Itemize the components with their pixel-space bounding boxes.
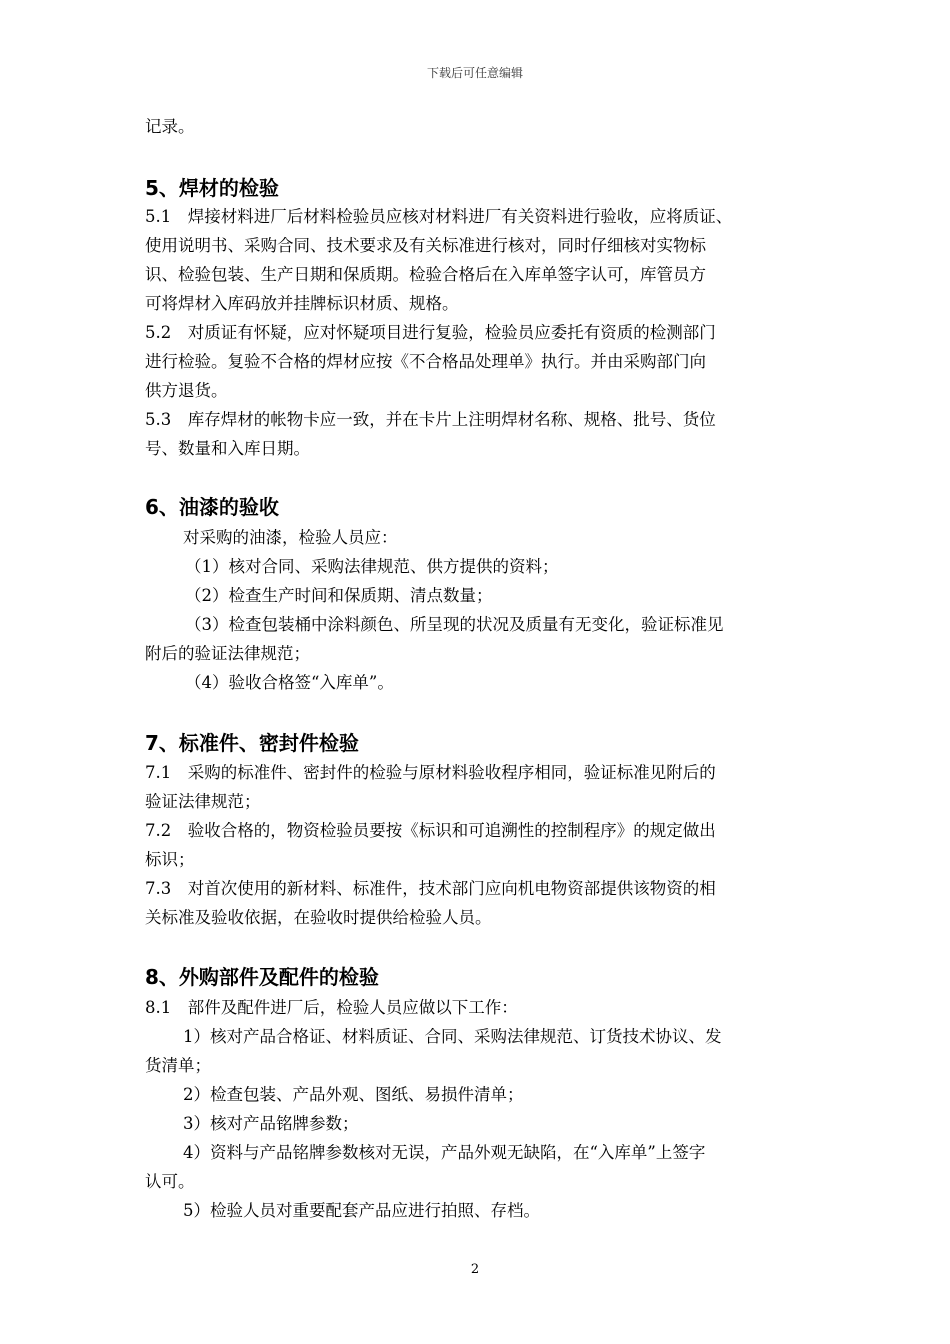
list-item: 1）核对产品合格证、材料质证、合同、采购法律规范、订货技术协议、发 [183,1027,722,1046]
paragraph-line: 8.1 部件及配件进厂后，检验人员应做以下工作： [145,998,518,1017]
paragraph-line: 验证法律规范； [145,792,261,811]
list-item: （1）核对合同、采购法律规范、供方提供的资料； [185,557,559,576]
paragraph-line: 5.3 库存焊材的帐物卡应一致，并在卡片上注明焊材名称、规格、批号、货位 [145,410,716,429]
list-item-continuation: 货清单； [145,1056,211,1075]
paragraph-line: 5.1 焊接材料进厂后材料检验员应核对材料进厂有关资料进行验收，应将质证、 [145,207,733,226]
paragraph-line: 5.2 对质证有怀疑，应对怀疑项目进行复验，检验员应委托有资质的检测部门 [145,323,716,342]
paragraph-line: 使用说明书、采购合同、技术要求及有关标准进行核对，同时仔细核对实物标 [145,236,706,255]
paragraph-line: 对采购的油漆，检验人员应： [183,528,398,547]
paragraph-line: 7.1 采购的标准件、密封件的检验与原材料验收程序相同，验证标准见附后的 [145,763,716,782]
list-item: 2）检查包装、产品外观、图纸、易损件清单； [183,1085,524,1104]
page-header: 下载后可任意编辑 [426,66,523,80]
list-item: （4）验收合格签“入库单”。 [185,673,394,692]
section-heading-8: 8、外购部件及配件的检验 [145,965,379,989]
paragraph-line: 号、数量和入库日期。 [145,439,310,458]
paragraph-line: 识、检验包装、生产日期和保质期。检验合格后在入库单签字认可，库管员方 [145,265,706,284]
paragraph-line: 7.2 验收合格的，物资检验员要按《标识和可追溯性的控制程序》的规定做出 [145,821,716,840]
paragraph-line: 记录。 [145,117,195,136]
paragraph-line: 可将焊材入库码放并挂牌标识材质、规格。 [145,294,459,313]
paragraph-line: 标识； [145,850,195,869]
list-item: 4）资料与产品铭牌参数核对无误，产品外观无缺陷，在“入库单”上签字 [183,1143,706,1162]
section-heading-5: 5、焊材的检验 [145,176,279,200]
list-item: 3）核对产品铭牌参数； [183,1114,359,1133]
paragraph-line: 供方退货。 [145,381,228,400]
list-item-continuation: 认可。 [145,1172,195,1191]
section-heading-7: 7、标准件、密封件检验 [145,731,359,755]
section-heading-6: 6、油漆的验收 [145,495,279,519]
paragraph-line: 进行检验。复验不合格的焊材应按《不合格品处理单》执行。并由采购部门向 [145,352,706,371]
list-item: （2）检查生产时间和保质期、清点数量； [185,586,493,605]
paragraph-line: 7.3 对首次使用的新材料、标准件，技术部门应向机电物资部提供该物资的相 [145,879,716,898]
page-number: 2 [470,1262,480,1277]
paragraph-line: 关标准及验收依据，在验收时提供给检验人员。 [145,908,492,927]
list-item: 5）检验人员对重要配套产品应进行拍照、存档。 [183,1201,540,1220]
list-item: （3）检查包装桶中涂料颜色、所呈现的状况及质量有无变化，验证标准见 [185,615,724,634]
list-item-continuation: 附后的验证法律规范； [145,644,310,663]
